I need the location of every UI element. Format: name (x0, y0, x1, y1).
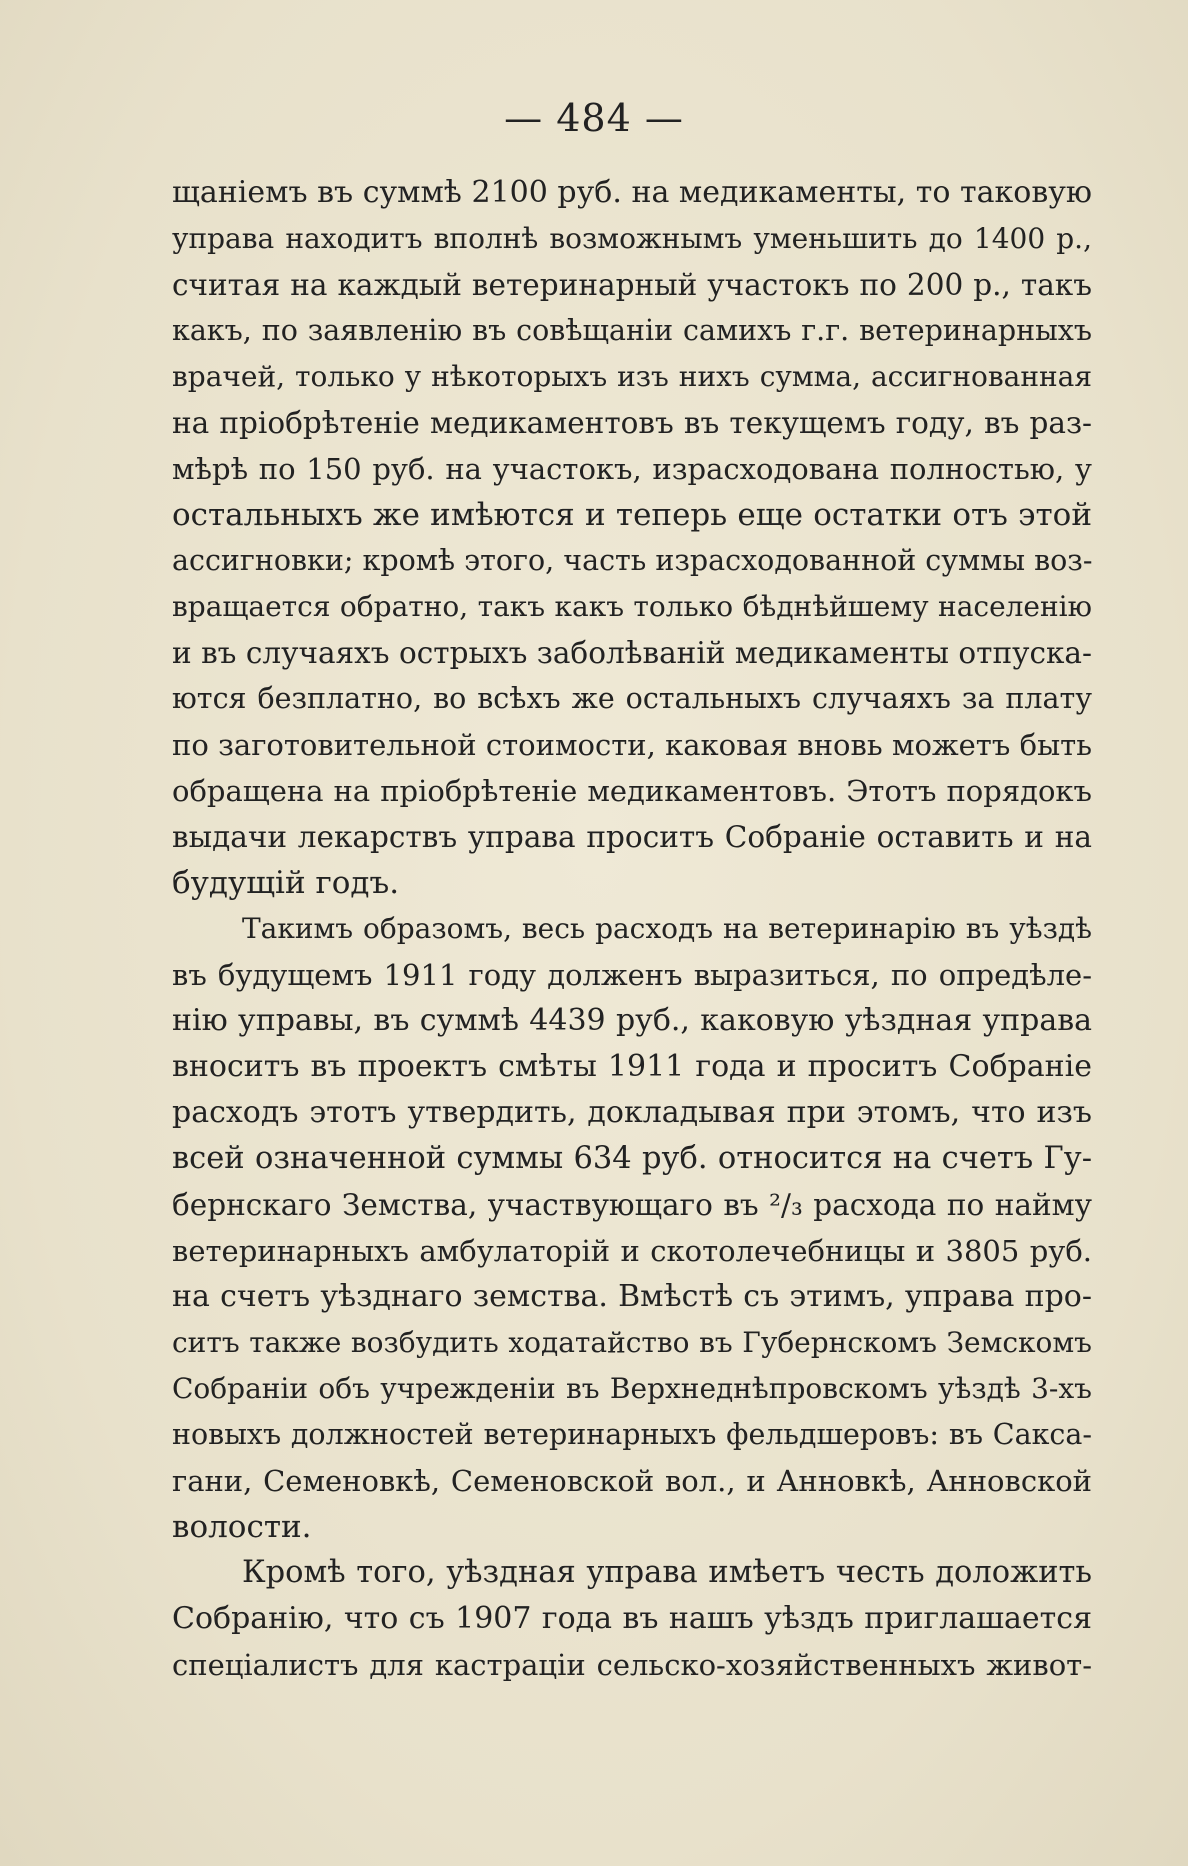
text-line: вращается обратно, такъ какъ только бѣднѣйшему населенію (172, 590, 1092, 623)
text-line: ситъ также возбудить ходатайство въ Губернскомъ Земскомъ (172, 1326, 1092, 1359)
text-line: обращена на пріобрѣтеніе медикаментовъ. Этотъ порядокъ (172, 774, 1092, 808)
text-line: всей означенной суммы 634 руб. относится на счетъ Гу- (172, 1141, 1092, 1176)
text-line: по заготовительной стоимости, каковая вновь можетъ быть (172, 728, 1092, 762)
text-line: на пріобрѣтеніе медикаментовъ въ текущемъ году, въ раз- (172, 406, 1092, 440)
text-line: волости. (172, 1509, 312, 1545)
text-line: ассигновки; кромѣ этого, часть израсходованной суммы воз- (172, 544, 1092, 577)
text-line: Такимъ образомъ, весь расходъ на ветеринарію въ уѣздѣ (242, 912, 1092, 945)
text-line: врачей, только у нѣкоторыхъ изъ нихъ сумма, ассигнованная (172, 360, 1092, 393)
text-line: мѣрѣ по 150 руб. на участокъ, израсходована полностью, у (172, 452, 1092, 486)
text-line: ются безплатно, во всѣхъ же остальныхъ случаяхъ за плату (172, 682, 1092, 715)
text-line: и въ случаяхъ острыхъ заболѣваній медикаменты отпуска- (172, 636, 1092, 670)
text-line: въ будущемъ 1911 году долженъ выразиться, по опредѣле- (172, 958, 1092, 992)
text-line: спеціалистъ для кастраціи сельско-хозяйственныхъ живот- (172, 1648, 1092, 1682)
text-line: какъ, по заявленію въ совѣщаніи самихъ г.г. ветеринарныхъ (172, 314, 1092, 347)
text-line: щаніемъ въ суммѣ 2100 руб. на медикаменты, то таковую (172, 175, 1092, 210)
text-line: Кромѣ того, уѣздная управа имѣетъ честь доложить (242, 1555, 1092, 1590)
text-line: бернскаго Земства, участвующаго въ ²/₃ расхода по найму (172, 1188, 1092, 1222)
text-line: остальныхъ же имѣются и теперь еще остатки отъ этой (172, 497, 1092, 533)
text-line: расходъ этотъ утвердить, докладывая при этомъ, что изъ (172, 1095, 1092, 1130)
body-text (172, 170, 1092, 1688)
text-line: ветеринарныхъ амбулаторій и скотолечебницы и 3805 руб. (172, 1234, 1092, 1268)
text-line: гани, Семеновкѣ, Семеновской вол., и Анновкѣ, Анновской (172, 1464, 1092, 1498)
text-line: вноситъ въ проектъ смѣты 1911 года и проситъ Собраніе (172, 1049, 1092, 1084)
text-line: Собраніи объ учрежденіи въ Верхнеднѣпровскомъ уѣздѣ 3-хъ (172, 1372, 1092, 1405)
text-line: новыхъ должностей ветеринарныхъ фельдшеровъ: въ Сакса- (172, 1418, 1092, 1451)
text-line: считая на каждый ветеринарный участокъ по 200 р., такъ (172, 268, 1092, 302)
text-line: Собранію, что съ 1907 года въ нашъ уѣздъ приглашается (172, 1601, 1092, 1636)
text-line: нію управы, въ суммѣ 4439 руб., каковую уѣздная управа (172, 1003, 1092, 1038)
page-number: — 484 — (504, 96, 684, 140)
text-line: выдачи лекарствъ управа проситъ Собраніе оставить и на (172, 820, 1092, 854)
text-line: управа находитъ вполнѣ возможнымъ уменьшить до 1400 р., (172, 222, 1092, 255)
text-line: будущій годъ. (172, 865, 400, 901)
text-line: на счетъ уѣзднаго земства. Вмѣстѣ съ этимъ, управа про- (172, 1279, 1092, 1314)
